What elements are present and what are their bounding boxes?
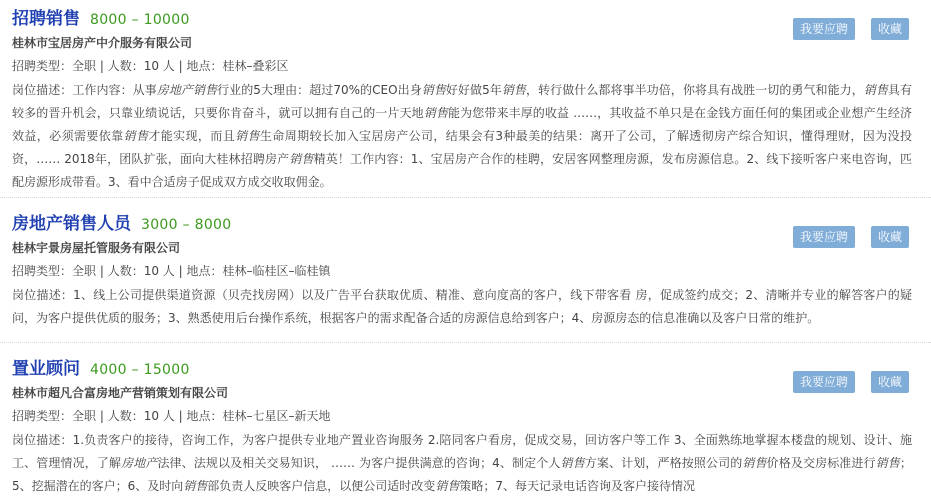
- job-card: [0, 343, 931, 493]
- keyword-highlight: 销售: [421, 83, 446, 97]
- meta-details: 全职 | 人数：10 人 | 地点：桂林–七星区–新天地: [72, 409, 331, 423]
- keyword-highlight: 销售: [183, 479, 208, 493]
- description-text: ，转行做什么都将事半功倍，你将具有战胜一切的勇气和能力，: [526, 83, 864, 97]
- apply-button[interactable]: 我要应聘: [793, 226, 855, 248]
- description-text: 好好做5年: [445, 83, 502, 97]
- description-text: 岗位描述：1、线上公司提供渠道资源（贝壳找房网）以及广告平台获取优质、精准、意向度高的客户，线下带客看 房，促成签约成交；2、清晰并专业的解答客户的疑问，为客户提供优质的服务；3、熟悉使用后台操作系统，根据客户的需求配备合适的房源信息给到客户；4、房源房态的信息准确以及客户日常的维护。: [12, 288, 912, 325]
- salary-range: 4000 – 15000: [90, 362, 190, 378]
- keyword-highlight: 房地产: [121, 456, 158, 470]
- apply-button[interactable]: 我要应聘: [793, 18, 855, 40]
- company-name: 桂林市超凡合富房地产营销策划有限公司: [12, 386, 229, 400]
- job-actions: [793, 226, 909, 248]
- keyword-highlight: 销售: [501, 83, 526, 97]
- description-text: 岗位描述：工作内容：从事: [12, 83, 157, 97]
- description-text: 部负责人反映客户信息，以便公司适时改变: [207, 479, 436, 493]
- job-description: [12, 79, 912, 194]
- job-description: [12, 284, 912, 330]
- description-text: 精英！工作内容：1、宝居房产合作的桂聘，安居客网整理房源，发布房源信息。2、线下接听客户来电咨询，匹配房源形成带看。3、看中合适房子促成双方成交收取佣金。: [12, 152, 912, 189]
- job-card: [0, 198, 931, 343]
- meta-details: 全职 | 人数：10 人 | 地点：桂林–临桂区–临桂镇: [72, 264, 331, 278]
- description-text: 能为您带来丰厚的收益 ……，其收益不单只是在金钱方面任何的集团或企业想产生经济效益，必须需要依靠: [12, 106, 912, 143]
- keyword-highlight: 销售: [863, 83, 888, 97]
- salary-range: 8000 – 10000: [90, 12, 190, 28]
- description-text: 岗位描述：1.负责客户的接待，咨询工作，为客户提供专业地产置业咨询服务 2.陪同客户看房，促成交易，回访客户等工作 3、全面熟练地掌握本楼盘的规划、设计、施工、管理情况，了解: [12, 433, 912, 470]
- job-meta: [12, 406, 931, 427]
- keyword-highlight: 房地产销售: [156, 83, 218, 97]
- keyword-highlight: 销售: [235, 129, 260, 143]
- job-meta: [12, 261, 931, 282]
- meta-prefix: 招聘类型：: [12, 264, 73, 278]
- favorite-button[interactable]: 收藏: [871, 226, 909, 248]
- description-text: 价格及交房标准进行: [766, 456, 876, 470]
- description-text: 策略；7、每天记录电话咨询及客户接待情况: [459, 479, 695, 493]
- keyword-highlight: 销售: [435, 479, 460, 493]
- job-title-link[interactable]: 房地产销售人员: [12, 214, 131, 234]
- meta-details: 全职 | 人数：10 人 | 地点：桂林–叠彩区: [72, 59, 289, 73]
- job-title-link[interactable]: 置业顾问: [12, 359, 80, 379]
- keyword-highlight: 销售: [742, 456, 767, 470]
- description-text: 方案、计划，严格按照公司的: [584, 456, 743, 470]
- description-text: 具有较多的晋升机会，只靠业绩说话，只要你肯奋斗，就可以拥有自己的一片天地: [12, 83, 912, 120]
- job-card: [0, 0, 931, 198]
- company-name: 桂林市宝居房产中介服务有限公司: [12, 36, 193, 50]
- keyword-highlight: 销售: [123, 129, 149, 143]
- meta-prefix: 招聘类型：: [12, 409, 73, 423]
- job-actions: [793, 371, 909, 393]
- company-name: 桂林宇景房屋托管服务有限公司: [12, 241, 181, 255]
- keyword-highlight: 销售: [423, 106, 449, 120]
- description-text: ；5、挖掘潜在的客户；6、及时向: [12, 456, 912, 493]
- keyword-highlight: 销售: [560, 456, 585, 470]
- description-text: 行业的5大理由：超过70%的CEO出身: [217, 83, 422, 97]
- favorite-button[interactable]: 收藏: [871, 18, 909, 40]
- keyword-highlight: 销售: [875, 456, 900, 470]
- salary-range: 3000 – 8000: [141, 217, 232, 233]
- job-description: [12, 429, 912, 498]
- keyword-highlight: 销售: [289, 152, 314, 166]
- job-actions: [793, 18, 909, 40]
- apply-button[interactable]: 我要应聘: [793, 371, 855, 393]
- job-meta: [12, 56, 931, 77]
- description-text: 法律、法规以及相关交易知识， …… 为客户提供满意的咨询；4、制定个人: [157, 456, 561, 470]
- description-text: 生命周期较长加入宝居房产公司，结果会有3种最美的结果：离开了公司，了解透彻房产综合知识，懂得理财，因为没投资，…… 2018年，团队扩张，面向大桂林招聘房产: [12, 129, 912, 166]
- description-text: 才能实现，而且: [148, 129, 236, 143]
- favorite-button[interactable]: 收藏: [871, 371, 909, 393]
- meta-prefix: 招聘类型：: [12, 59, 73, 73]
- job-title-link[interactable]: 招聘销售: [12, 9, 80, 29]
